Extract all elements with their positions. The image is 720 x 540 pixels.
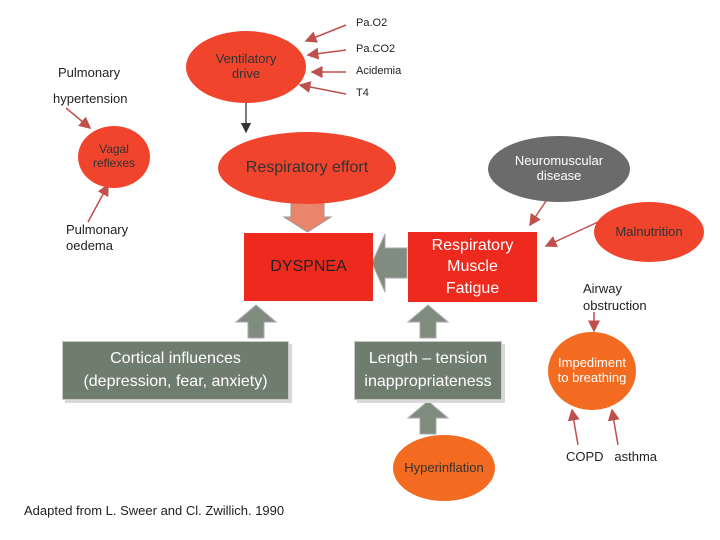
malnutrition-node [594, 202, 704, 262]
factor-acidemia: Acidemia [356, 65, 402, 77]
ventilatory-drive-node [186, 31, 306, 103]
cortical-influences-box [62, 341, 289, 400]
length-tension-line1: Length – tension [368, 350, 488, 368]
arrow-neuromuscular-to-fatigue [530, 198, 548, 225]
cortical-influences-line2: (depression, fear, anxiety) [83, 372, 268, 390]
vagal-reflexes-label: Vagal reflexes [92, 142, 136, 170]
block-arrow-fatigue-to-dyspnea [372, 234, 407, 292]
arrow-malnutrition-to-fatigue [546, 222, 598, 246]
cortical-influences-line1: Cortical influences [110, 350, 241, 368]
impediment-label: Impediment to breathing [557, 355, 627, 385]
respiratory-effort-node [218, 132, 396, 204]
respiratory-effort-label: Respiratory effort [245, 158, 369, 176]
arrow-pao2-to-drive [306, 25, 346, 41]
length-tension-line2: inappropriateness [364, 372, 492, 390]
malnutrition-label: Malnutrition [615, 223, 683, 239]
length-tension-box [354, 341, 502, 400]
copd-asthma-label: COPD asthma [566, 449, 658, 464]
neuromuscular-disease-node [488, 136, 630, 202]
pulmonary-hypertension-line2: hypertension [53, 91, 128, 106]
citation: Adapted from L. Sweer and Cl. Zwillich. 1990 [24, 503, 285, 518]
arrow-paco2-to-drive [308, 50, 346, 55]
factor-pao2: Pa.O2 [356, 17, 388, 29]
respiratory-muscle-fatigue-box [408, 232, 537, 302]
arrow-t4-to-drive [300, 85, 346, 94]
block-arrow-cortical-to-dyspnea [236, 305, 276, 338]
hyperinflation-label: Hyperinflation [404, 459, 484, 475]
impediment-node [548, 332, 636, 410]
arrow-hypertension-to-vagal [66, 108, 90, 128]
respiratory-muscle-fatigue-label: Respiratory Muscle Fatigue [431, 236, 514, 297]
pulmonary-oedema-label: Pulmonary oedema [66, 222, 129, 253]
block-arrow-effort-to-dyspnea [284, 202, 331, 232]
neuromuscular-disease-label: Neuromuscular disease [514, 153, 604, 183]
block-arrow-hyperinflation-to-length [408, 401, 448, 434]
pulmonary-hypertension-line1: Pulmonary [58, 65, 121, 80]
arrow-copd-to-impediment [572, 410, 578, 445]
hyperinflation-node [393, 435, 495, 501]
dyspnea-box [244, 233, 373, 301]
arrow-asthma-to-impediment [612, 410, 618, 445]
arrow-oedema-to-vagal [88, 185, 108, 222]
block-arrow-length-to-fatigue [408, 305, 448, 338]
dyspnea-label: DYSPNEA [270, 258, 347, 275]
factor-t4: T4 [356, 87, 369, 99]
factor-paco2: Pa.CO2 [356, 43, 396, 55]
ventilatory-drive-label: Ventilatory drive [215, 51, 277, 81]
airway-obstruction-label: Airway obstruction [583, 281, 647, 313]
vagal-reflexes-node [78, 126, 150, 188]
